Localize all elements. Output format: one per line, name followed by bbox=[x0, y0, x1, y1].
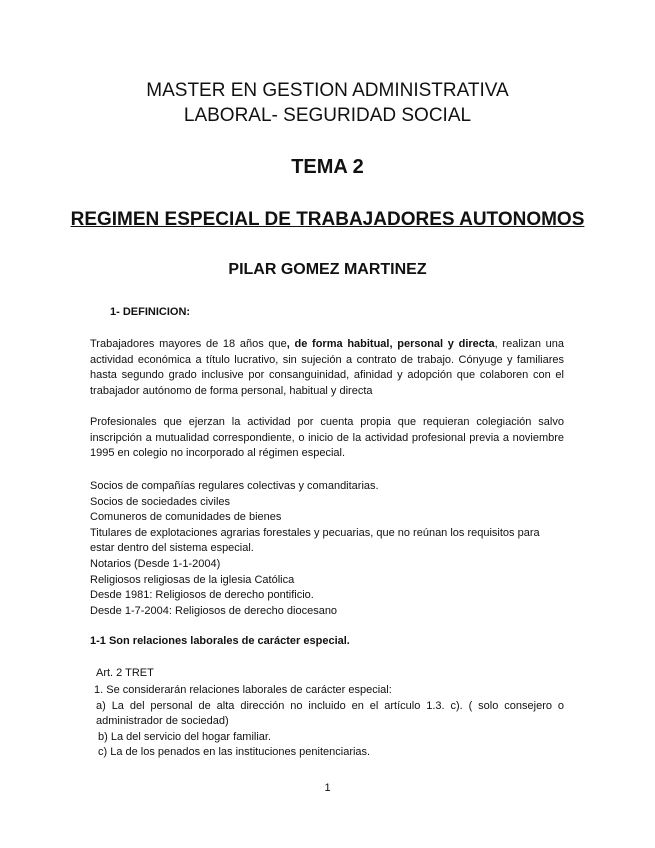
article-items bbox=[90, 683, 564, 761]
definition-text-bold: , de forma habitual, personal y directa bbox=[286, 338, 495, 350]
definition-text-start: Trabajadores mayores de 18 años que bbox=[90, 338, 287, 350]
article-item-a: a) La del personal de alta dirección no incluido en el artículo 1.3. c). ( solo consejero o administrador de sociedad) bbox=[96, 699, 564, 727]
article-item-c: c) La de los penados en las instituciones penitenciarias. bbox=[98, 746, 371, 758]
list-item: Desde 1-7-2004: Religiosos de derecho diocesano bbox=[90, 604, 338, 617]
tema-heading: TEMA 2 bbox=[291, 156, 364, 178]
relaciones-especiales-heading: 1-1 Son relaciones laborales de carácter especial. bbox=[90, 635, 350, 647]
list-item: Notarios (Desde 1-1-2004) bbox=[90, 557, 221, 570]
regimen-heading: REGIMEN ESPECIAL DE TRABAJADORES AUTONOMOS bbox=[70, 209, 585, 230]
list-item: Comuneros de comunidades de bienes bbox=[90, 511, 282, 524]
definition-paragraph bbox=[90, 337, 564, 399]
list-item: Religiosos religiosas de la iglesia Católica bbox=[90, 573, 295, 586]
course-title-line2: LABORAL- SEGURIDAD SOCIAL bbox=[183, 105, 472, 126]
list-item: Desde 1981: Religiosos de derecho pontificio. bbox=[90, 589, 314, 602]
list-item: Titulares de explotaciones agrarias forestales y pecuarias, que no reúnan los requisitos para estar dentro del sistema especial. bbox=[90, 526, 540, 555]
definition-text-end: , realizan una actividad económica a título lucrativo, sin sujeción a contrato de trabajo. Cónyuge y familiares hasta segundo grado inclusive por consanguinidad, afinidad y adopción que colaboren con el trabajador autónomo de forma personal, habitual y directa bbox=[90, 338, 564, 397]
socios-list bbox=[90, 479, 564, 619]
article-item-b: b) La del servicio del hogar familiar. bbox=[98, 730, 272, 743]
page-number: 1 bbox=[324, 782, 331, 794]
course-title-line1: MASTER EN GESTION ADMINISTRATIVA bbox=[146, 80, 509, 101]
section-definicion-heading: 1- DEFINICION: bbox=[110, 306, 191, 318]
list-item: Socios de compañías regulares colectivas y comanditarias. bbox=[90, 480, 379, 492]
article-reference: Art. 2 TRET bbox=[96, 667, 154, 679]
profesionales-paragraph: Profesionales que ejerzan la actividad por cuenta propia que requieran colegiación salvo inscripción a mutualidad correspondiente, o inicio de la actividad profesional previa a noviembre 1995 en colegio no incorporado al régimen especial. bbox=[90, 416, 564, 459]
list-item: Socios de sociedades civiles bbox=[90, 495, 231, 508]
author-name: PILAR GOMEZ MARTINEZ bbox=[228, 261, 427, 278]
article-item-1: 1. Se considerarán relaciones laborales de carácter especial: bbox=[94, 684, 392, 696]
